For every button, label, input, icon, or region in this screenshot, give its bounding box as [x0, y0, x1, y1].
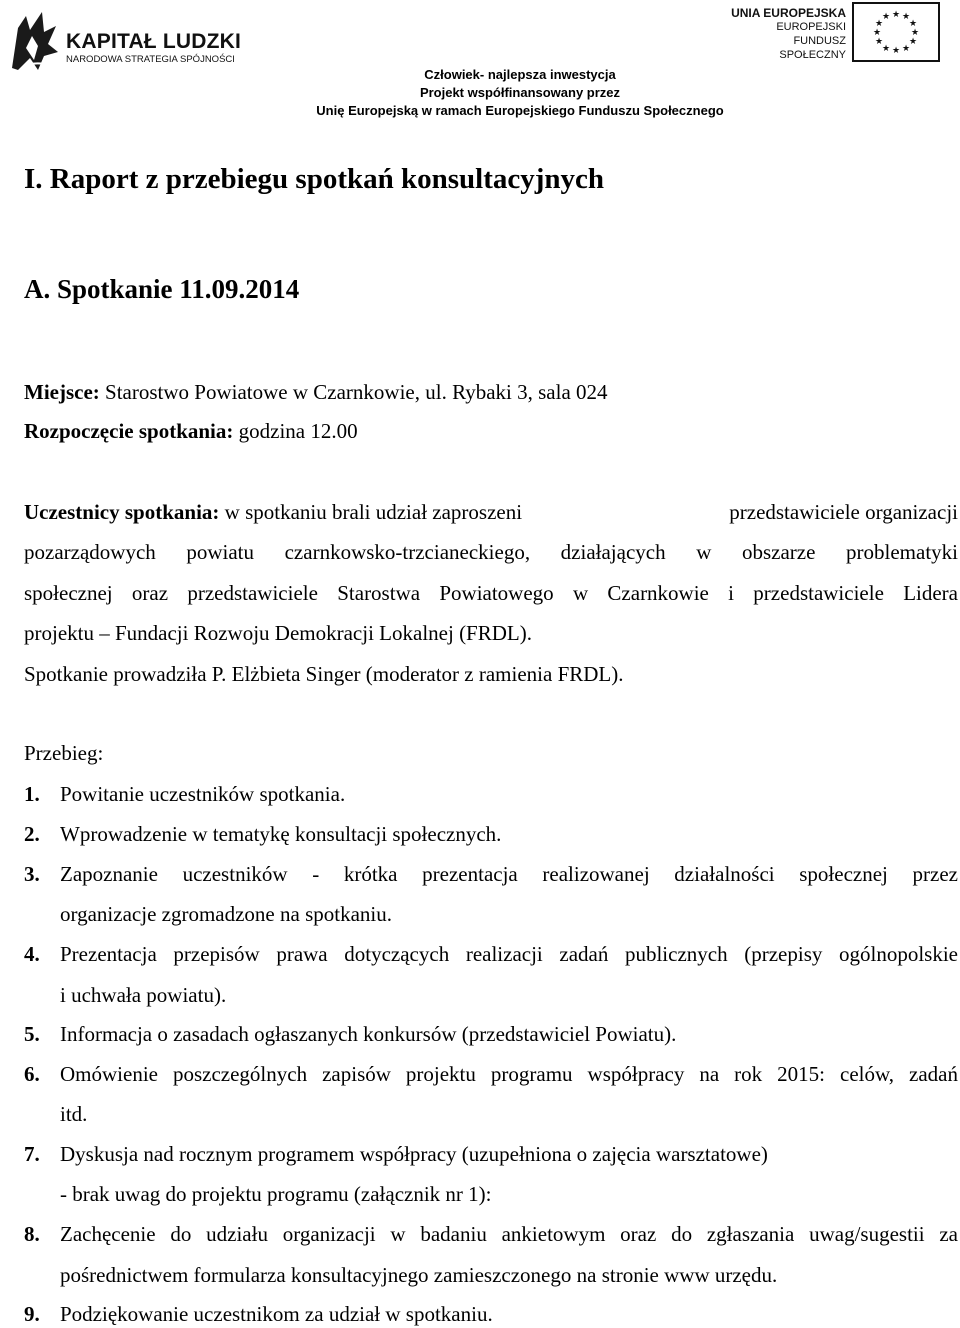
- participants-line-1-text: w spotkaniu brali udział zaproszeni: [224, 500, 523, 524]
- moderator-text: Spotkanie prowadziła P. Elżbieta Singer (moderator z ramienia FRDL).: [24, 662, 624, 686]
- meeting-title: A. Spotkanie 11.09.2014: [24, 274, 300, 304]
- project-header: [260, 66, 780, 120]
- agenda-item-text-cont: itd.: [60, 1102, 88, 1126]
- svg-text:★: ★: [881, 44, 891, 54]
- agenda-item-number: 1.: [24, 782, 40, 806]
- agenda-item-number: 4.: [24, 942, 40, 966]
- agenda-item-text-cont: i uchwała powiatu).: [60, 983, 227, 1007]
- eu-logo-line2: EUROPEJSKI: [776, 21, 846, 33]
- meeting-start: [24, 419, 358, 444]
- svg-text:★: ★: [910, 28, 920, 38]
- kapital-ludzki-title: KAPITAŁ LUDZKI: [66, 30, 242, 53]
- eu-flag-icon: [852, 2, 940, 62]
- agenda-item-text: Omówienie poszczególnych zapisów projektu programu współpracy na rok 2015: celów, zadań: [60, 1062, 958, 1086]
- agenda-item-text: Informacja o zasadach ogłaszanych konkursów (przedstawiciel Powiatu).: [60, 1022, 677, 1046]
- svg-text:★: ★: [891, 46, 901, 56]
- agenda-item-text: Prezentacja przepisów prawa dotyczących realizacji zadań publicznych (przepisy ogólnopolskie: [60, 942, 958, 966]
- header-line-1: Człowiek- najlepsza inwestycja: [424, 67, 616, 82]
- svg-text:★: ★: [874, 37, 884, 47]
- agenda-item-text: Zapoznanie uczestników - krótka prezentacja realizowanej działalności społecznej przez: [60, 862, 958, 886]
- svg-text:★: ★: [881, 12, 891, 22]
- svg-text:★: ★: [908, 19, 918, 29]
- report-title: I. Raport z przebiegu spotkań konsultacyjnych: [24, 163, 605, 195]
- agenda-item-text: Zachęcenie do udziału organizacji w badaniu ankietowym oraz do zgłaszania uwag/sugestii za: [60, 1222, 958, 1246]
- agenda-item-text: Wprowadzenie w tematykę konsultacji społecznych.: [60, 822, 502, 846]
- eu-logo-text: [728, 6, 846, 62]
- meeting-place: [24, 380, 608, 405]
- svg-text:★: ★: [872, 28, 882, 38]
- kapital-ludzki-subtitle: NARODOWA STRATEGIA SPÓJNOŚCI: [66, 54, 235, 65]
- kapital-ludzki-emblem-icon: [8, 8, 60, 74]
- agenda-item-number: 2.: [24, 822, 40, 846]
- agenda-heading: Przebieg:: [24, 741, 104, 765]
- header-line-2: Projekt współfinansowany przez: [419, 85, 621, 100]
- eu-stars-icon: [854, 4, 938, 60]
- agenda-item-text-cont: organizacje zgromadzone na spotkaniu.: [60, 902, 392, 926]
- agenda-item-text: Dyskusja nad rocznym programem współpracy (uzupełniona o zajęcia warsztatowe): [60, 1142, 768, 1166]
- eu-logo-line1: UNIA EUROPEJSKA: [731, 6, 846, 20]
- agenda-item-number: 3.: [24, 862, 40, 886]
- eu-logo-line3: FUNDUSZ SPOŁECZNY: [779, 35, 846, 61]
- svg-text:★: ★: [908, 37, 918, 47]
- meeting-place-label: Miejsce:: [24, 380, 100, 404]
- svg-text:★: ★: [901, 44, 911, 54]
- participants-label: Uczestnicy spotkania:: [24, 500, 220, 524]
- svg-text:★: ★: [901, 12, 911, 22]
- svg-text:★: ★: [874, 19, 884, 29]
- agenda-item-text: Podziękowanie uczestnikom za udział w spotkaniu.: [60, 1302, 493, 1326]
- agenda-item-text-cont: pośrednictwem formularza konsultacyjnego zamieszczonego na stronie www urzędu.: [60, 1263, 778, 1287]
- agenda-item-number: 5.: [24, 1022, 40, 1046]
- participants-line-1-end: przedstawiciele organizacji: [729, 500, 958, 524]
- agenda-item-text: Powitanie uczestników spotkania.: [60, 782, 346, 806]
- kapital-ludzki-logo: [8, 8, 242, 74]
- agenda-item-number: 6.: [24, 1062, 40, 1086]
- agenda-item-number: 9.: [24, 1302, 40, 1326]
- participants-line-3: społecznej oraz przedstawiciele Starostwa Powiatowego w Czarnkowie i przedstawiciele Lidera: [24, 581, 958, 605]
- meeting-place-value: Starostwo Powiatowe w Czarnkowie, ul. Rybaki 3, sala 024: [105, 380, 608, 404]
- agenda-item-text-cont: - brak uwag do projektu programu (załącznik nr 1):: [60, 1182, 492, 1206]
- svg-text:★: ★: [891, 10, 901, 20]
- meeting-start-label: Rozpoczęcie spotkania:: [24, 419, 234, 443]
- meeting-start-value: godzina 12.00: [238, 419, 358, 443]
- participants-line-4: projektu – Fundacji Rozwoju Demokracji Lokalnej (FRDL).: [24, 621, 532, 645]
- agenda-item-number: 7.: [24, 1142, 40, 1166]
- header-line-3: Unię Europejską w ramach Europejskiego Funduszu Społecznego: [316, 103, 724, 118]
- eu-logo: [728, 2, 944, 62]
- participants-line-2: pozarządowych powiatu czarnkowsko-trzcianeckiego, działających w obszarze problematyki: [24, 540, 958, 564]
- agenda-item-number: 8.: [24, 1222, 40, 1246]
- participants-line-1: [24, 500, 958, 525]
